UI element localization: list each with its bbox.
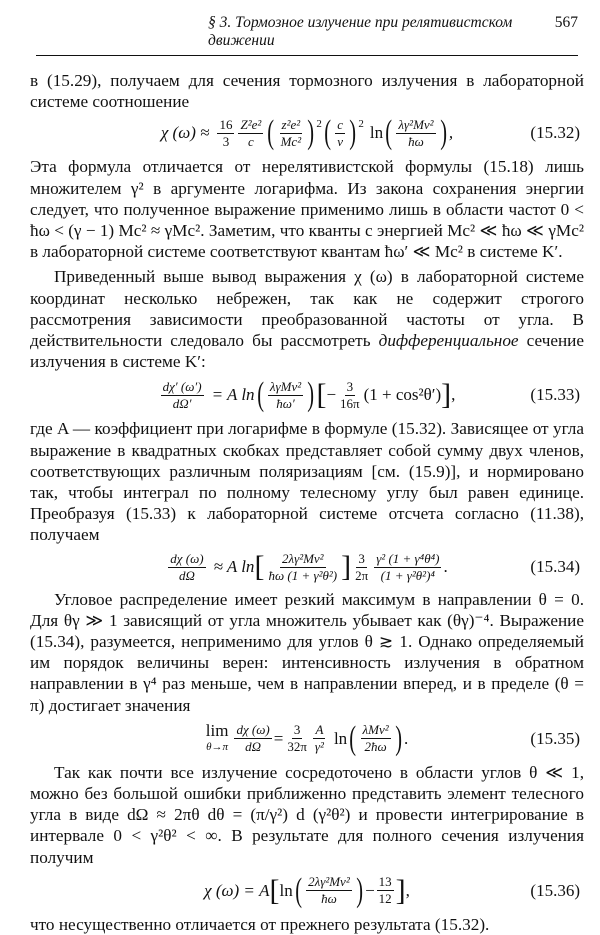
paragraph-4: где A — коэффициент при логарифме в формуле (15.32). Зависящее от угла выражение в квадратных скобках представляет собой сумму двух членов, соответствующих различным поляризациям [см. (15.9)], и нормировано так, чтобы интеграл по полному телесному углу был равен единице. Преобразуя (15.33) к лабораторной системе отсчета согласно (11.38), получаем [30, 419, 584, 545]
fraction: $\frac{d\chi' (\omega')}{d\Omega'}$ [162, 378, 202, 411]
fraction: $\frac{\text{λMv²}}{2ħ\omega}$ [362, 722, 389, 755]
equation-number: (15.34) [530, 557, 580, 577]
emphasized-term: дифференциальное [378, 331, 519, 351]
fraction: $\frac{3}{32\pi}$ [287, 722, 307, 755]
fraction: $\frac{d\chi (\omega)}{d\Omega}$ [236, 722, 270, 755]
equation-15-34: $\frac{d\chi (\omega)}{d\Omega}$ ≈ A ln [ $\frac{\text{2λγ²Mv²}}{\text{ħω (1 + γ²θ²)}}$ ] $\frac{3}{2\pi}$ $\frac{\text{γ² (1 + γ⁴θ⁴)}}{\text{(1 + γ²θ²)⁴}}$ . (15.34) [170, 550, 580, 584]
fraction: $\frac{c}{v}$ [337, 116, 344, 149]
equation-number: (15.33) [530, 385, 580, 405]
paragraph-5: Угловое распределение имеет резкий максимум в направлении θ = 0. Для θγ ≫ 1 зависящий от угла множитель убывает как (θγ)⁻⁴. Выражение (15.34), разумеется, неприменимо для углов θ ≳ 1. Однако определяемый им порядок величины верен: интенсивность излучения в обратном направлении в γ⁴ раз меньше, чем в направлении вперед, и в пределе (θ = π) достигает значения [30, 589, 584, 715]
eq-mid: ≈ A ln [213, 557, 255, 577]
running-header [36, 14, 578, 56]
equation-15-32: χ (ω) ≈ $\frac{16}{3}$ $\frac{\text{Z²e²}}{c}$ ( $\frac{\text{z²e²}}{\text{Mc²}}$ ) $^2$ ( $\frac{c}{v}$ ) $^2$ ln ( $\frac{\text{λγ²Mv²}}{ħ\omega}$ ) , (15.32) [160, 114, 580, 152]
fraction: $\frac{A}{\text{γ²}}$ [314, 722, 324, 755]
fraction: $\frac{\text{z²e²}}{\text{Mc²}}$ [280, 116, 302, 149]
equation-number: (15.35) [530, 728, 580, 748]
fraction: $\frac{d\chi (\omega)}{d\Omega}$ [170, 550, 204, 583]
paragraph-3-text: Приведенный выше вывод выражения χ (ω) в лабораторной системе координат несколько небрежен, так как не содержит строгого рассмотрения зависимости преобразованной частоты от угла. В действительности следовало бы рассмотреть дифференциальное сечение излучения в системе K′: [30, 267, 584, 372]
equation-15-36: χ (ω) = A [ ln ( $\frac{\text{2λγ²Mv²}}{ħ\omega}$ ) − $\frac{13}{12}$ ] , (15.36) [204, 871, 580, 909]
eq-mid: = A ln [211, 385, 255, 405]
fraction: $\frac{\text{γ² (1 + γ⁴θ⁴)}}{\text{(1 + γ²θ²)⁴}}$ [376, 550, 440, 583]
paragraph-7: что несущественно отличается от прежнего результата (15.32). [30, 914, 490, 934]
fraction: $\frac{\text{2λγ²Mv²}}{\text{ħω (1 + γ²θ²)}}$ [268, 550, 338, 583]
equation-number: (15.32) [530, 123, 580, 143]
fraction: $\frac{\text{2λγ²Mv²}}{ħ\omega}$ [308, 874, 350, 907]
eq-ln: ln [369, 123, 384, 143]
fraction: $\frac{16}{3}$ [219, 116, 233, 149]
limit: lim θ→π [205, 720, 229, 753]
eq-tail: (1 + cos²θ′) [363, 385, 442, 405]
equation-15-33: $\frac{d\chi' (\omega')}{d\Omega'}$ = A ln ( $\frac{\text{λγMv²}}{ħ\omega'}$ ) [ − $\frac{3}{16\pi}$ (1 + cos²θ′) ] , (15.33) [162, 376, 580, 414]
equation-15-35: lim θ→π $\frac{d\chi (\omega)}{d\Omega}$ = $\frac{3}{32\pi}$ $\frac{A}{\text{γ²}}$ ln ( $\frac{\text{λMv²}}{2ħ\omega}$ ) . (15.35) [205, 719, 580, 757]
fraction: $\frac{3}{16\pi}$ [340, 378, 360, 411]
equation-number: (15.36) [530, 880, 580, 900]
fraction: $\frac{\text{Z²e²}}{c}$ [240, 116, 262, 149]
running-title: § 3. Тормозное излучение при релятивистском движении [208, 14, 513, 49]
fraction: $\frac{\text{λγMv²}}{ħ\omega'}$ [269, 378, 302, 411]
eq-lhs: χ (ω) ≈ [160, 123, 210, 143]
fraction: $\frac{3}{2\pi}$ [355, 550, 369, 583]
paragraph-3 [30, 266, 584, 372]
eq-lhs: χ (ω) = A [204, 880, 270, 900]
fraction: $\frac{13}{12}$ [378, 874, 392, 907]
paragraph-1: в (15.29), получаем для сечения тормозного излучения в лабораторной системе соотношение [30, 71, 584, 112]
page-number: 567 [554, 14, 578, 31]
fraction: $\frac{\text{λγ²Mv²}}{ħ\omega}$ [398, 116, 434, 149]
paragraph-2: Эта формула отличается от нерелятивистской формулы (15.18) лишь множителем γ² в аргументе логарифма. Из закона сохранения энергии следует, что полученное выражение применимо лишь в области частот 0 < ħω < (γ − 1) Mc² ≈ γMc². Заметим, что кванты с энергией Mc² ≪ ħω ≪ γMc² в лабораторной системе соответствуют квантам ħω′ ≪ Mc² в системе K′. [30, 157, 584, 262]
paragraph-6: Так как почти все излучение сосредоточено в области углов θ ≪ 1, можно без большой ошибки приближенно представить элемент телесного угла в виде dΩ ≈ 2πθ dθ = (π/γ²) d (γ²θ²) и провести интегрирование в интервале 0 < γ²θ² < ∞. В результате для полного сечения излучения получим [30, 762, 584, 867]
